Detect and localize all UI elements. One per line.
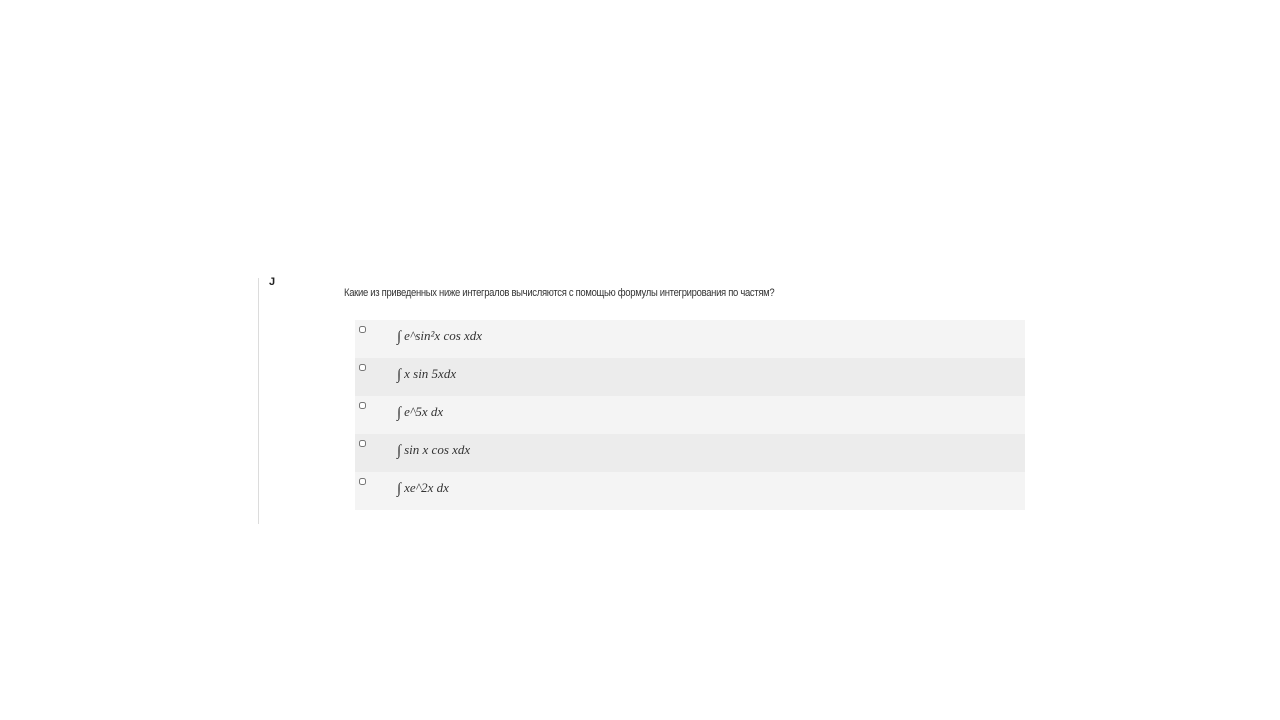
- formula-text: e^sin²x cos xdx: [404, 328, 483, 343]
- formula-text: e^5x dx: [404, 404, 444, 419]
- integral-sign: ∫: [397, 329, 402, 345]
- answer-checkbox-2[interactable]: [359, 364, 366, 371]
- integral-sign: ∫: [397, 443, 402, 459]
- answer-option-3[interactable]: [355, 396, 1025, 434]
- answer-list: [355, 320, 1025, 510]
- formula-text: xe^2x dx: [404, 480, 449, 495]
- answer-formula-4: [397, 442, 470, 459]
- integral-sign: ∫: [397, 367, 402, 383]
- answer-formula-5: [397, 480, 449, 497]
- question-block: [258, 278, 1059, 524]
- answer-option-5[interactable]: [355, 472, 1025, 510]
- question-text: Какие из приведенных ниже интегралов вычисляются с помощью формулы интегрирования по частям?: [344, 287, 775, 299]
- answer-option-4[interactable]: [355, 434, 1025, 472]
- formula-text: x sin 5xdx: [404, 366, 457, 381]
- answer-checkbox-3[interactable]: [359, 402, 366, 409]
- answer-option-2[interactable]: [355, 358, 1025, 396]
- answer-formula-2: [397, 366, 456, 383]
- answer-checkbox-1[interactable]: [359, 326, 366, 333]
- answer-formula-3: [397, 404, 443, 421]
- question-number: J: [269, 276, 276, 288]
- answer-checkbox-5[interactable]: [359, 478, 366, 485]
- answer-option-1[interactable]: [355, 320, 1025, 358]
- integral-sign: ∫: [397, 405, 402, 421]
- answer-checkbox-4[interactable]: [359, 440, 366, 447]
- answer-formula-1: [397, 328, 482, 345]
- formula-text: sin x cos xdx: [404, 442, 471, 457]
- integral-sign: ∫: [397, 481, 402, 497]
